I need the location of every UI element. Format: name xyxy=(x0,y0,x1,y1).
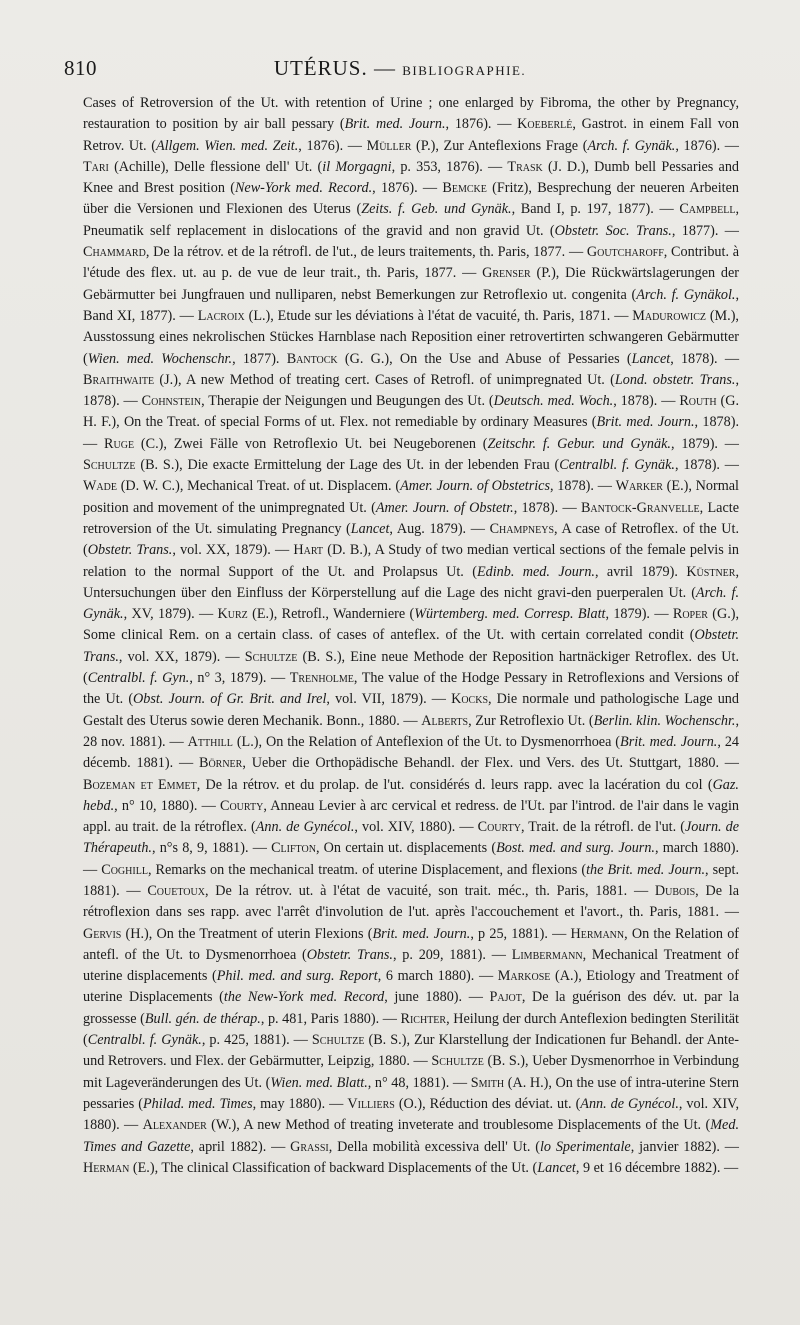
entry-journal: Wien. med. Blatt. xyxy=(270,1074,368,1091)
entry-text: , vol. XIV, 1880). — xyxy=(354,819,474,836)
entry-author: Herman xyxy=(83,1159,130,1176)
entry-journal: Bull. gén. de thérap. xyxy=(144,1010,261,1027)
bibliography-entry xyxy=(83,926,566,942)
bibliography-entry xyxy=(83,1160,738,1176)
entry-text: , Zur Retroflexio Ut. ( xyxy=(468,712,594,729)
entry-text: , p. 209, 1881). — xyxy=(392,946,506,963)
bibliography-entry xyxy=(290,1139,739,1155)
entry-text: , 28 nov. 1881). — xyxy=(83,712,739,750)
entry-author: Kurz xyxy=(217,606,248,623)
entry-text: , 1878). — xyxy=(550,478,612,495)
entry-journal: Obstetr. Trans. xyxy=(306,946,393,963)
entry-text: , p. 353, 1876). — xyxy=(391,158,503,175)
entry-journal: Lond. obstetr. Trans. xyxy=(614,371,736,388)
entry-text: (H.), On the Treatment of uterin Flexions ( xyxy=(121,925,373,942)
entry-text: , vol. XIV, 1880). — xyxy=(83,1095,740,1134)
entry-text: , june 1880). — xyxy=(384,989,483,1006)
entry-text: (L.), Etude sur les déviations à l'état de vacuité, th. Paris, 1871. — xyxy=(244,307,629,324)
entry-text: , Die normale und pathologische Lage und Gestalt des Uterus sowie deren Mechanik. Bonn., 1880. — xyxy=(83,691,739,729)
entry-author: Hart xyxy=(293,542,324,559)
bibliography-entry xyxy=(83,457,739,473)
entry-journal: Amer. Journ. of Obstetrics xyxy=(400,478,551,495)
entry-author: Coghill xyxy=(101,861,148,878)
entry-text: , janvier 1882). — xyxy=(630,1138,739,1155)
entry-journal: Gaz. hebd. xyxy=(83,776,739,814)
entry-text: , vol. XX, 1879). — xyxy=(118,648,240,665)
entry-author: Wade xyxy=(83,478,117,495)
entry-journal: Amer. Journ. of Obstetr. xyxy=(375,499,514,516)
entry-author: Schultze xyxy=(244,648,298,665)
entry-author: Bantock xyxy=(286,350,338,367)
entry-text: , vol. XX, 1879). — xyxy=(172,542,290,559)
running-head-section: BIBLIOGRAPHIE. xyxy=(402,63,527,78)
entry-text: (D. W. C.), Mechanical Treat. of ut. Displacem. ( xyxy=(116,478,401,495)
entry-text: , Gastrot. in einem Fall von Retrov. Ut. ( xyxy=(83,116,739,154)
entry-text: , vol. VII, 1879). — xyxy=(326,691,446,708)
entry-journal: Würtemberg. med. Corresp. Blatt xyxy=(414,606,606,623)
entry-journal: Med. Times and Gazette xyxy=(83,1117,739,1155)
entry-author: Pajot xyxy=(489,989,522,1006)
entry-text: (J. D.), Dumb bell Pessaries and Knee and Brest position ( xyxy=(83,158,740,197)
entry-text: , 9 et 16 décembre 1882). — xyxy=(575,1159,739,1176)
entry-text: (G. H. F.), On the Treat. of special Forms of ut. Flex. not remediable by ordinary Measures ( xyxy=(83,393,739,431)
entry-text: , march 1880). — xyxy=(83,840,739,878)
entry-author: Börner xyxy=(198,755,243,772)
entry-journal: lo Sperimentale xyxy=(539,1138,631,1155)
entry-text: (G.), Some clinical Rem. on a certain class. of cases of anteflex. of the Ut. with certain correlated condit ( xyxy=(83,606,740,644)
entry-author: Kocks xyxy=(451,691,489,708)
entry-author: Cohnstein xyxy=(141,393,202,410)
entry-text: , Ueber die Orthopädische Behandl. der Flex. und Vers. des Ut. Stuttgart, 1880. — xyxy=(242,755,739,772)
entry-text: (C.), Zwei Fälle von Retroflexio Ut. bei Neugeborenen ( xyxy=(134,435,488,452)
entry-author: Grenser xyxy=(482,265,531,282)
entry-text: , n° 10, 1880). — xyxy=(114,797,216,814)
entry-text: (P.), Die Rückwärtslagerungen der Gebärmutter bei Jungfrauen und nulliparen, nebst Bemerkungen zur Retroflexio ut. congenita ( xyxy=(83,265,740,303)
entry-author: Müller xyxy=(366,137,412,154)
bibliography-entry xyxy=(218,606,669,622)
entry-author: Richter xyxy=(400,1010,447,1027)
entry-text: , n° 48, 1881). — xyxy=(367,1074,468,1091)
entry-text: Cases of Retroversion of the Ut. with retention of Urine ; one enlarged by Fibroma, the other by Pregnancy, restauration to position by air ball pessary ( xyxy=(83,95,739,133)
entry-text: , 1877). xyxy=(232,350,280,367)
entry-text: , n°s 8, 9, 1881). — xyxy=(151,840,267,857)
entry-text: (D. B.), A Study of two median vertical sections of the female pelvis in relation to the normal Support of the Ut. and Prolapsus Ut. ( xyxy=(83,542,739,580)
entry-text: , 1876). — xyxy=(372,180,438,197)
entry-journal: Obstetr. Trans. xyxy=(87,542,173,559)
entry-text: (A.), Etiology and Treatment of uterine Displacements ( xyxy=(83,968,739,1006)
entry-text: , 1878). — xyxy=(83,371,739,410)
entry-text: , 6 march 1880). — xyxy=(377,968,494,985)
entry-text: , Della mobilità excessiva dell' Ut. ( xyxy=(328,1138,540,1155)
entry-journal: Ann. de Gynécol. xyxy=(580,1095,679,1112)
entry-author: Warker xyxy=(615,478,663,495)
entry-text: , 1876). — xyxy=(445,116,512,133)
entry-author: Trask xyxy=(507,158,543,175)
entry-author: Smith xyxy=(470,1074,505,1091)
entry-journal: Allgem. Wien. med. Zeit. xyxy=(155,137,299,154)
entry-text: , Remarks on the mechanical treatm. of uterine Displacement, and flexions ( xyxy=(147,861,587,878)
entry-journal: Berlin. klin. Wochenschr. xyxy=(593,712,736,729)
entry-author: Bemcke xyxy=(442,180,487,197)
entry-text: (L.), On the Relation of Anteflexion of the Ut. to Dysmenorrhoea ( xyxy=(232,733,621,750)
entry-author: Courty xyxy=(220,797,264,814)
entry-author: Madurowicz xyxy=(632,307,706,324)
entry-journal: New-York med. Record. xyxy=(234,180,373,197)
entry-journal: il Morgagni xyxy=(322,158,392,175)
entry-author: Goutcharoff xyxy=(586,244,664,261)
entry-text: , 1878). — xyxy=(83,414,739,452)
entry-text: (P.), Zur Anteflexions Frage ( xyxy=(411,137,588,154)
entry-author: Schultze xyxy=(83,457,136,474)
running-head-title: UTÉRUS. xyxy=(273,56,368,80)
entry-author: Alberts xyxy=(421,712,469,729)
entry-text: (B. S.), Zur Klarstellung der Indicationen fur Behandl. der Ante-und Retrovers. und Flex. der Gebärmutter, Leipzig, 1880. — xyxy=(83,1032,740,1070)
entry-author: Limbermann xyxy=(511,946,583,963)
entry-text: , Aug. 1879). — xyxy=(389,520,485,537)
entry-text: , 1877). — xyxy=(671,222,739,239)
entry-text: , De la rétrov. et de la rétrofl. de l'ut., de leurs traitements, th. Paris, 1877. — xyxy=(145,244,584,261)
entry-text: (A. H.), On the use of intra-uterine Stern pessaries ( xyxy=(83,1074,739,1112)
entry-journal: Philad. med. Times xyxy=(142,1095,253,1112)
bibliography-entry xyxy=(367,138,739,154)
running-head xyxy=(60,56,740,81)
entry-text: (E.), Retrofl., Wanderniere ( xyxy=(247,606,415,623)
entry-text: , 1878). — xyxy=(670,350,740,367)
entry-author: Gervis xyxy=(83,925,122,942)
entry-journal: Phil. med. and surg. Report xyxy=(216,968,378,985)
entry-journal: Arch. f. Gynäk. xyxy=(587,137,676,154)
entry-text: , A case of Retroflex. of the Ut. ( xyxy=(83,520,739,559)
entry-author: Grassi xyxy=(290,1138,329,1155)
entry-text: , 1876). — xyxy=(675,137,739,154)
entry-author: Roper xyxy=(672,606,708,623)
entry-author: Couetoux xyxy=(147,882,205,899)
entry-journal: the Brit. med. Journ. xyxy=(586,861,705,878)
entry-author: Courty xyxy=(477,819,521,836)
entry-text: (E.), Normal position and movement of the unimpregnated Ut. ( xyxy=(83,478,739,516)
entry-text: , Band XI, 1877). — xyxy=(83,286,739,324)
entry-author: Lacroix xyxy=(197,307,245,324)
bibliography-entry xyxy=(199,755,739,771)
entry-author: Koeberlé xyxy=(517,116,573,133)
entry-text: , Untersuchungen über den Einfluss der Körperstellung auf die Lage des nicht gravi-den puerperalen Ut. ( xyxy=(83,563,739,601)
entry-text: , Mechanical Treatment of uterine displacements ( xyxy=(83,946,739,985)
entry-text: (B. S.), Die exacte Ermittelung der Lage des Ut. in der lebenden Frau ( xyxy=(135,457,560,474)
entry-text: , 1876). — xyxy=(298,137,362,154)
entry-text: , 1878). — xyxy=(513,499,577,516)
entry-journal: Brit. med. Journ. xyxy=(596,414,695,431)
entry-text: (E.), The clinical Classification of backward Displacements of the Ut. ( xyxy=(129,1159,538,1176)
bibliography-entry xyxy=(104,436,739,452)
bibliography-entry xyxy=(83,244,583,260)
entry-author: Schultze xyxy=(311,1032,365,1049)
entry-text: (B. S.), Ueber Dysmenorrhoe in Verbindung mit Lageveränderungen des Ut. ( xyxy=(83,1053,739,1091)
entry-author: Dubois xyxy=(654,882,696,899)
entry-journal: Edinb. med. Journ. xyxy=(476,563,595,580)
entry-text: , De la rétroflexion dans ses rapp. avec l'arrêt d'involution de l'ut. après l'accouchement et l'avort., th. Paris, 1881. — xyxy=(83,882,739,921)
entry-text: , 1879). — xyxy=(670,435,739,452)
entry-text: (B. S.), Eine neue Methode der Reposition hartnäckiger Retroflex. des Ut. ( xyxy=(83,648,739,687)
bibliography-entry xyxy=(147,883,648,899)
entry-text: , On the Relation of antefl. of the Ut. to Dysmenorrhoea ( xyxy=(83,925,740,963)
entry-text: (J.), A new Method of treating cert. Cases of Retrofl. of unimpregnated Ut. ( xyxy=(154,371,615,388)
entry-author: Tari xyxy=(83,158,109,175)
entry-text: , Lacte retroversion of the Ut. simulating Pregnancy ( xyxy=(83,499,739,537)
entry-journal: Brit. med. Journ. xyxy=(344,116,446,133)
entry-text: (M.), Ausstossung eines nekrolischen Stückes Harnblase nach Reposition einer retrovertirten schwangeren Gebärmutter ( xyxy=(83,307,739,367)
entry-journal: Journ. de Thérapeuth. xyxy=(83,819,740,857)
entry-journal: Centralbl. f. Gynäk. xyxy=(559,457,675,474)
entry-author: Bantock-Granvelle xyxy=(580,499,700,516)
entry-author: Ruge xyxy=(104,435,135,452)
bibliography-entry xyxy=(83,478,612,494)
entry-journal: Centralbl. f. Gyn. xyxy=(87,670,190,687)
entry-author: Bozeman et Emmet xyxy=(83,776,197,793)
entry-text: , XV, 1879). — xyxy=(123,606,214,623)
entry-text: , Contribut. à l'étude des flex. ut. au p. de vue de leur trait., th. Paris, 1877. — xyxy=(83,244,740,282)
entry-author: Routh xyxy=(679,393,717,410)
bibliography-entry xyxy=(83,159,502,175)
entry-journal: Lancet xyxy=(631,350,671,367)
entry-text: , Pneumatik self replacement in dislocations of the gravid and non gravid Ut. ( xyxy=(83,201,740,239)
entry-journal: Obst. Journ. of Gr. Brit. and Irel xyxy=(133,691,327,708)
page-header xyxy=(60,56,740,88)
entry-journal: Lancet xyxy=(537,1159,576,1176)
entry-text: , 1879). — xyxy=(605,606,669,623)
entry-author: Champneys xyxy=(489,520,555,537)
entry-text: , april 1882). — xyxy=(190,1138,286,1155)
entry-text: , Heilung der durch Anteflexion bedingten Sterilität ( xyxy=(83,1010,739,1049)
entry-author: Markose xyxy=(497,968,551,985)
entry-author: Küstner xyxy=(686,563,736,580)
entry-journal: Lancet xyxy=(350,520,390,537)
entry-text: , p. 481, Paris 1880). — xyxy=(260,1010,397,1027)
running-head-separator: — xyxy=(367,56,403,80)
page-number: 810 xyxy=(64,56,97,80)
entry-text: , Trait. de la rétrofl. de l'ut. ( xyxy=(520,819,685,836)
entry-author: Campbell xyxy=(679,201,736,218)
bibliography-text xyxy=(83,93,739,1179)
entry-text: (O.), Réduction des déviat. ut. ( xyxy=(394,1095,581,1112)
entry-journal: Zeits. f. Geb. und Gynäk. xyxy=(361,201,512,218)
entry-text: , Therapie der Neigungen und Beugungen des Ut. ( xyxy=(201,393,494,410)
entry-text: , p. 425, 1881). — xyxy=(201,1032,308,1049)
entry-text: (Fritz), Besprechung der neueren Arbeiten über die Versionen und Flexionen des Uterus ( xyxy=(83,180,740,218)
entry-journal: Brit. med. Journ. xyxy=(620,733,718,750)
entry-text: (G. G.), On the Use and Abuse of Pessaries ( xyxy=(337,350,632,367)
entry-text: , n° 3, 1879). — xyxy=(189,670,286,687)
entry-author: Alexander xyxy=(142,1117,207,1134)
entry-text: , 1878). — xyxy=(613,393,676,410)
entry-journal: the New-York med. Record xyxy=(223,989,385,1006)
entry-text: , 1878). — xyxy=(674,457,739,474)
entry-text: , The value of the Hodge Pessary in Retroflexions and Versions of the Ut. ( xyxy=(83,670,740,708)
entry-text: (W.), A new Method of treating inveterate and troublesome Displacements of the Ut. ( xyxy=(206,1117,711,1134)
entry-journal: Centralbl. f. Gynäk. xyxy=(87,1032,202,1049)
entry-journal: Brit. med. Journ. xyxy=(372,925,471,942)
entry-text: , p 25, 1881). — xyxy=(470,925,567,942)
entry-author: Hermann xyxy=(570,925,625,942)
entry-journal: Arch. f. Gynäkol. xyxy=(636,286,736,303)
entry-text: , Anneau Levier à arc cervical et redress. de l'Ut. par l'introd. de l'air dans le vagin appl. au trait. de la rétroflex. ( xyxy=(83,797,740,836)
entry-author: Schultze xyxy=(431,1053,484,1070)
entry-author: Braithwaite xyxy=(83,371,155,388)
entry-journal: Bost. med. and surg. Journ. xyxy=(496,840,655,857)
entry-journal: Deutsch. med. Woch. xyxy=(493,393,614,410)
entry-text: , avril 1879). xyxy=(594,563,678,580)
entry-author: Villiers xyxy=(347,1095,395,1112)
bibliography-entry xyxy=(198,308,629,324)
entry-author: Trenholme xyxy=(289,670,354,687)
entry-text: , sept. 1881). — xyxy=(83,861,739,899)
entry-text: , Band I, p. 197, 1877). — xyxy=(511,201,674,218)
entry-text: , De la rétrov. et du prolap. de l'ut. considérés d. leurs rapp. avec la lacération du col ( xyxy=(196,776,713,793)
entry-text: , may 1880). — xyxy=(252,1095,344,1112)
entry-journal: Ann. de Gynécol. xyxy=(255,819,355,836)
entry-text: , On certain ut. displacements ( xyxy=(315,840,497,857)
entry-text: , De la guérison des dév. ut. par la grossesse ( xyxy=(83,989,740,1027)
entry-text: , 24 décemb. 1881). — xyxy=(83,733,740,772)
entry-journal: Obstetr. Trans. xyxy=(83,627,739,665)
bibliography-entry xyxy=(142,393,676,409)
entry-journal: Arch. f. Gynäk. xyxy=(83,584,739,623)
entry-author: Atthill xyxy=(187,733,233,750)
entry-journal: Obstetr. Soc. Trans. xyxy=(554,222,672,239)
bibliography-entry xyxy=(287,351,739,367)
entry-text: , De la rétrov. ut. à l'état de vacuité, son trait. méc., th. Paris, 1881. — xyxy=(204,882,649,899)
entry-author: Chammard xyxy=(83,244,146,261)
entry-journal: Zeitschr. f. Gebur. und Gynäk. xyxy=(487,435,671,452)
entry-text: (Achille), Delle flessione dell' Ut. ( xyxy=(108,158,323,175)
entry-journal: Wien. med. Wochenschr. xyxy=(87,350,233,367)
entry-author: Clifton xyxy=(271,840,316,857)
